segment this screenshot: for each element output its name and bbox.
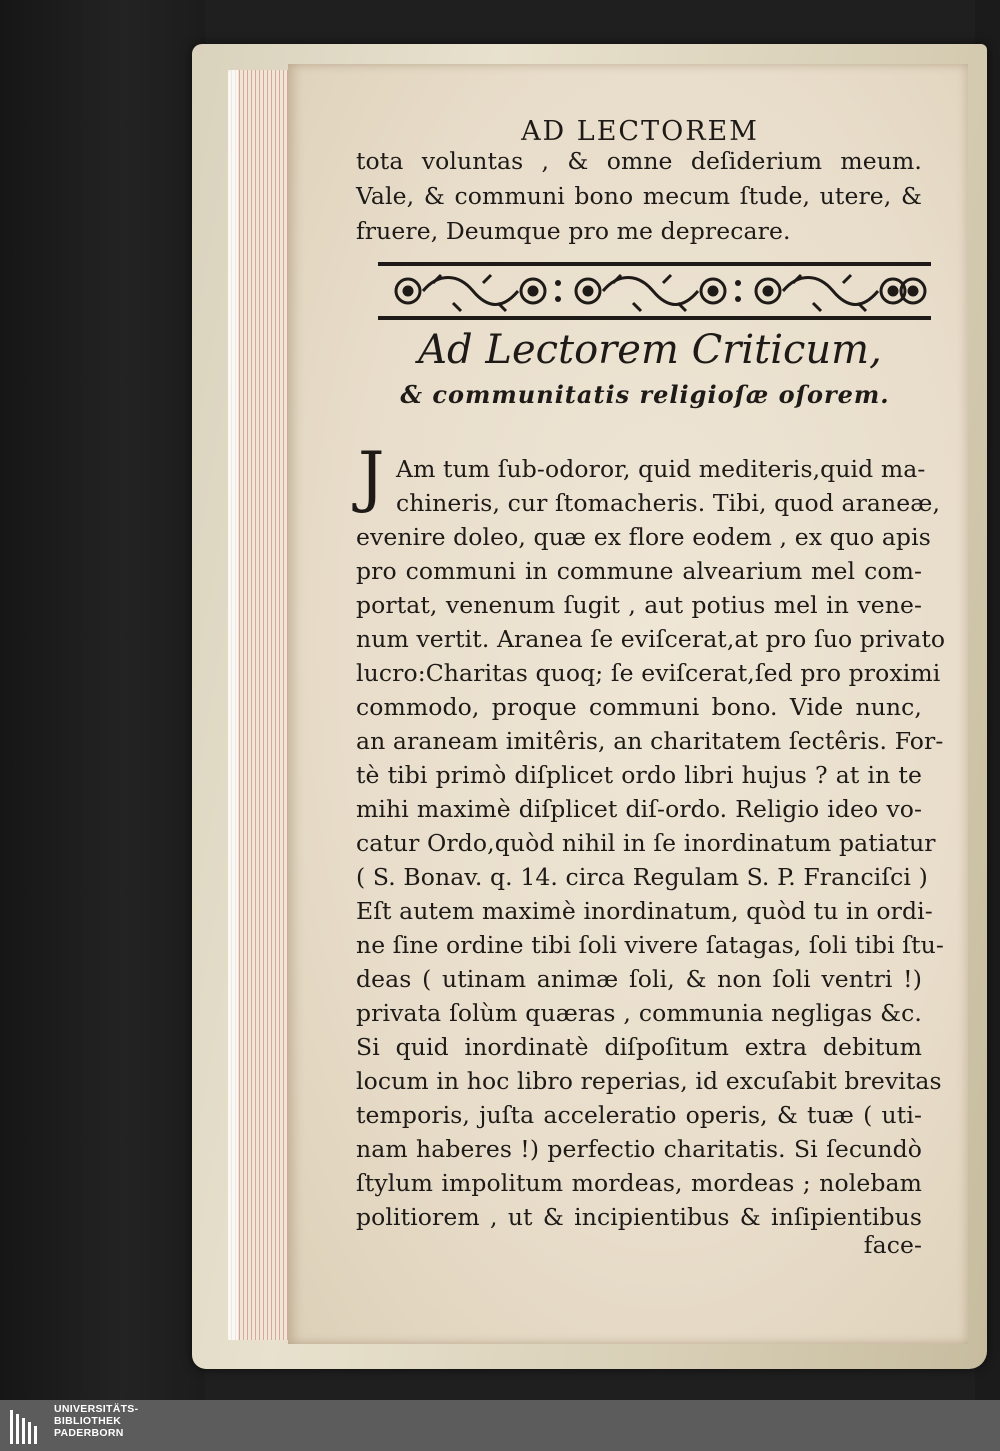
- library-logo-icon: [8, 1406, 48, 1446]
- body-line: mihi maximè diſplicet diſ-ordo. Religio ideo vo-: [356, 795, 922, 823]
- intro-line-2: Vale, & communi bono mecum ſtude, utere, &: [356, 182, 922, 210]
- body-line: temporis, juſta acceleratio operis, & tuæ ( uti-: [356, 1101, 922, 1129]
- drop-cap: J: [358, 438, 385, 515]
- body-line: an araneam imitêris, an charitatem ſectêris. For-: [356, 727, 944, 755]
- body-line: ( S. Bonav. q. 14. circa Regulam S. P. Franciſci ): [356, 863, 928, 891]
- logo-line-1: UNIVERSITÄTS-: [54, 1403, 139, 1415]
- catchword: face-: [863, 1231, 922, 1259]
- body-line: Eſt autem maximè inordinatum, quòd tu in ordi-: [356, 897, 933, 925]
- library-logo-text: [54, 1403, 138, 1439]
- intro-line-1: tota voluntas , & omne deſiderium meum.: [356, 147, 922, 175]
- body-line: commodo, proque communi bono. Vide nunc,: [356, 693, 922, 721]
- section-heading: Ad Lectorem Criticum,: [418, 327, 882, 373]
- logo-line-2: BIBLIOTHEK: [54, 1415, 122, 1427]
- body-line: politiorem , ut & incipientibus & inſipientibus: [356, 1203, 922, 1231]
- body-line: ſtylum impolitum mordeas, mordeas ; nolebam: [356, 1169, 922, 1197]
- body-line: ne ſine ordine tibi ſoli vivere ſatagas, ſoli tibi ſtu-: [356, 931, 944, 959]
- body-line: Si quid inordinatè diſpoſitum extra debitum: [356, 1033, 922, 1061]
- floral-ornament-band: [378, 258, 931, 324]
- body-line: tè tibi primò diſplicet ordo libri hujus ? at in te: [356, 761, 922, 789]
- body-line: lucro:Charitas quoq; ſe eviſcerat,ſed pro proximi: [356, 659, 941, 687]
- body-line: chineris, cur ſtomacheris. Tibi, quod araneæ,: [396, 489, 941, 517]
- running-head: AD LECTOREM: [521, 116, 759, 147]
- page-edge-highlight: [228, 70, 238, 1340]
- footer-bar: [0, 1400, 1000, 1451]
- body-line: pro communi in commune alvearium mel com-: [356, 557, 922, 585]
- body-line: nam haberes !) perfectio charitatis. Si ſecundò: [356, 1135, 922, 1163]
- logo-line-3: PADERBORN: [54, 1427, 124, 1439]
- body-line: evenire doleo, quæ ex flore eodem , ex quo apis: [356, 523, 931, 551]
- body-line: num vertit. Aranea ſe eviſcerat,at pro ſuo privato: [356, 625, 946, 653]
- body-line: catur Ordo,quòd nihil in ſe inordinatum patiatur: [356, 829, 936, 857]
- section-subheading: & communitatis religioſæ oſorem.: [400, 380, 890, 409]
- body-line: deas ( utinam animæ ſoli, & non ſoli ventri !): [356, 965, 922, 993]
- intro-line-3: fruere, Deumque pro me deprecare.: [356, 217, 791, 245]
- body-line: locum in hoc libro reperias, id excuſabit brevitas: [356, 1067, 942, 1095]
- body-line: Am tum ſub-odoror, quid mediteris,quid ma-: [396, 455, 926, 483]
- body-line: privata ſolùm quæras , communia negligas &c.: [356, 999, 922, 1027]
- background-left: [0, 0, 205, 1400]
- body-line: portat, venenum ſugit , aut potius mel in vene-: [356, 591, 922, 619]
